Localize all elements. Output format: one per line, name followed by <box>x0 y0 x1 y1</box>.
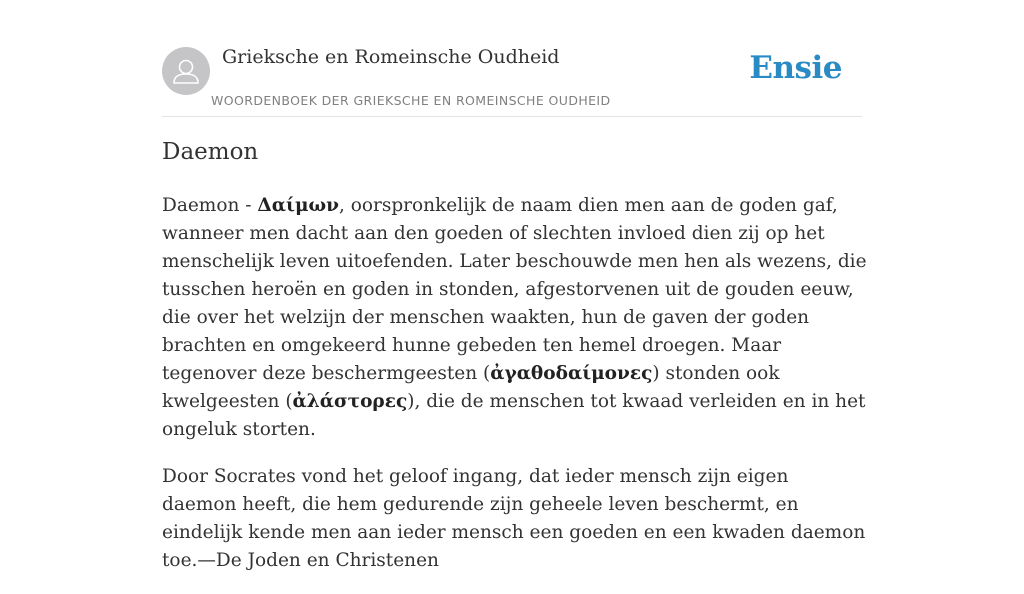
greek-term: ἀλάστορες <box>292 391 408 412</box>
paragraph-text: ) stonden ook kwelgeesten ( <box>162 363 780 412</box>
greek-term: Δαίμων <box>257 195 339 216</box>
paragraph-text: , oorspronkelijk de naam dien men aan de goden gaf, wanneer men dacht aan den goeden of slechten invloed dien zij op het menschelijk leven uitoefenden. Later beschouwde men hen als wezens, die tusschen heroën en goden in stonden, afgestorvenen uit de gouden eeuw, die over het welzijn der menschen waakten, hun de gaven der goden brachten en omgekeerd hunne gebeden ten hemel droegen. Maar tegenover deze beschermgeesten ( <box>162 195 867 384</box>
entry-title: Daemon <box>162 139 259 165</box>
source-header <box>162 0 862 117</box>
entry-body <box>162 192 867 594</box>
paragraph-text: ), die de menschen tot kwaad verleiden en in het ongeluk storten. <box>162 391 866 440</box>
source-subtitle: WOORDENBOEK DER GRIEKSCHE EN ROMEINSCHE OUDHEID <box>211 93 611 108</box>
brand-logo[interactable]: Ensie <box>749 50 842 86</box>
entry-paragraph <box>162 192 867 444</box>
page-container <box>162 0 867 571</box>
source-title[interactable]: Grieksche en Romeinsche Oudheid <box>222 46 560 68</box>
paragraph-text: Daemon - <box>162 195 258 216</box>
user-silhouette-icon <box>162 47 210 95</box>
avatar[interactable] <box>162 47 210 95</box>
greek-term: ἀγαθοδαίμονες <box>490 363 653 384</box>
entry-paragraph: Door Socrates vond het geloof ingang, dat ieder mensch zijn eigen daemon heeft, die hem gedurende zijn geheele leven beschermt, en eindelijk kende men aan ieder mensch een goeden en een kwaden daemon toe.—De Joden en Christenen <box>162 466 866 571</box>
